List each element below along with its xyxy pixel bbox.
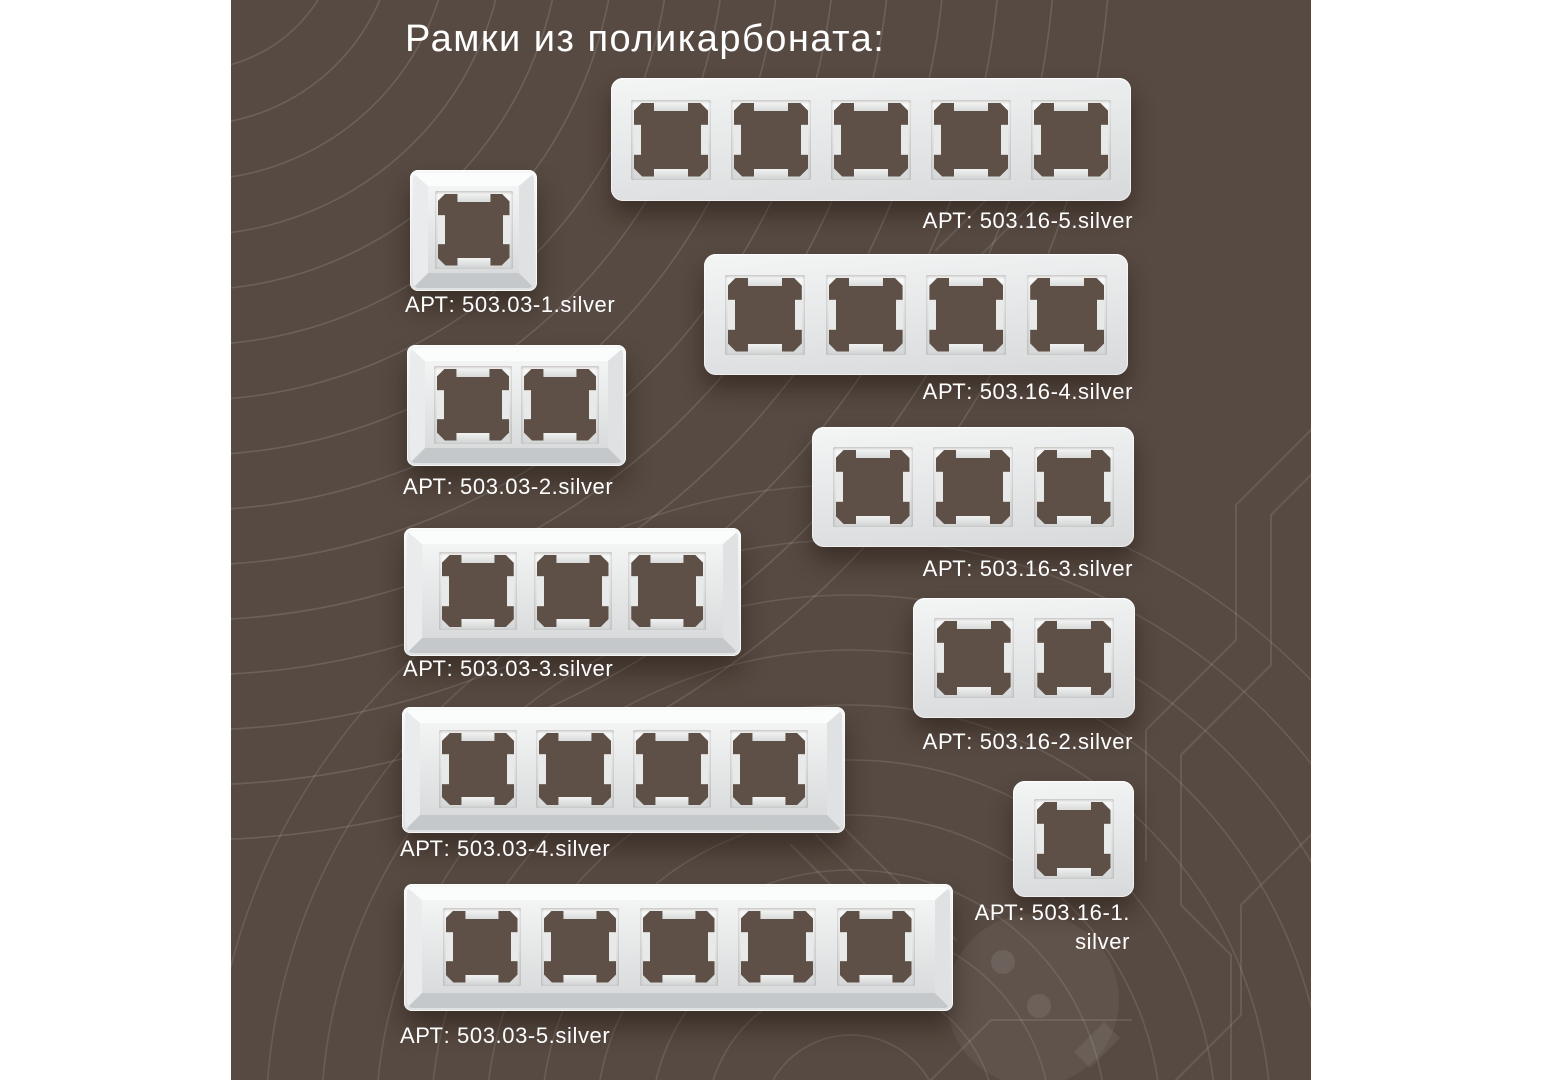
product-label: АРТ: 503.03-2.silver	[403, 474, 614, 499]
window-opening	[1037, 450, 1111, 524]
window-opening	[834, 103, 908, 177]
window-opening	[1037, 621, 1111, 695]
frame-window	[833, 447, 913, 527]
window-opening	[1034, 103, 1108, 177]
frame-503-03-1	[410, 170, 537, 291]
frame-plate	[428, 186, 519, 273]
frame-window	[926, 275, 1006, 355]
frame-503-16-1	[1013, 781, 1134, 897]
product-label: АРТ: 503.16-4.silver	[922, 379, 1133, 404]
frame-window	[443, 908, 521, 986]
window-opening	[442, 733, 514, 805]
frame-plate	[422, 544, 723, 638]
product-label: АРТ: 503.03-3.silver	[403, 656, 614, 681]
window-opening	[937, 621, 1011, 695]
frame-503-16-4	[704, 254, 1128, 375]
frame-503-16-5	[611, 78, 1131, 201]
frame-503-03-3	[404, 528, 741, 656]
frame-window	[738, 908, 816, 986]
product-label	[975, 898, 1130, 956]
frame-503-03-5	[404, 884, 953, 1011]
frame-window	[1034, 799, 1114, 879]
frame-plate	[422, 900, 935, 993]
window-opening	[634, 103, 708, 177]
frame-503-03-4	[402, 707, 845, 833]
frame-503-03-2	[407, 345, 626, 466]
frame-window	[1034, 618, 1114, 698]
product-label-line1: АРТ: 503.16-1.	[974, 900, 1130, 925]
product-label: АРТ: 503.16-3.silver	[922, 556, 1133, 581]
frame-bevel	[407, 887, 950, 1008]
frame-window	[439, 552, 517, 630]
frame-window	[541, 908, 619, 986]
frame-bevel	[407, 531, 738, 653]
frame-window	[826, 275, 906, 355]
frame-window	[934, 618, 1014, 698]
frame-window	[933, 447, 1013, 527]
product-label: АРТ: 503.03-5.silver	[400, 1023, 611, 1048]
frame-bevel	[405, 710, 842, 830]
window-opening	[442, 555, 514, 627]
frame-bevel	[410, 348, 623, 463]
product-label: АРТ: 503.03-1.silver	[405, 292, 616, 317]
frame-window	[1031, 100, 1111, 180]
frame-window	[1034, 447, 1114, 527]
window-opening	[631, 555, 703, 627]
window-opening	[936, 450, 1010, 524]
window-opening	[437, 369, 509, 441]
window-opening	[1037, 802, 1111, 876]
window-opening	[537, 555, 609, 627]
frame-window	[730, 730, 808, 808]
frame-window	[831, 100, 911, 180]
product-label: АРТ: 503.16-2.silver	[922, 729, 1133, 754]
window-opening	[734, 103, 808, 177]
frame-503-16-2	[913, 598, 1135, 718]
window-opening	[728, 278, 802, 352]
page-title: Рамки из поликарбоната:	[405, 18, 886, 60]
window-opening	[446, 911, 518, 983]
window-opening	[929, 278, 1003, 352]
frame-window	[435, 191, 513, 269]
frame-window	[631, 100, 711, 180]
frame-window	[1027, 275, 1107, 355]
frame-window	[521, 366, 599, 444]
frame-window	[628, 552, 706, 630]
frame-window	[837, 908, 915, 986]
window-opening	[840, 911, 912, 983]
catalog-canvas	[231, 0, 1311, 1080]
frame-window	[439, 730, 517, 808]
window-opening	[544, 911, 616, 983]
product-label: АРТ: 503.16-5.silver	[922, 208, 1133, 233]
window-opening	[934, 103, 1008, 177]
frame-window	[534, 552, 612, 630]
frame-503-16-3	[812, 427, 1134, 547]
window-opening	[438, 194, 510, 266]
window-opening	[636, 733, 708, 805]
frame-bevel	[413, 173, 534, 288]
frame-plate	[425, 361, 608, 448]
window-opening	[741, 911, 813, 983]
product-label-line2: silver	[1075, 929, 1130, 954]
window-opening	[836, 450, 910, 524]
window-opening	[829, 278, 903, 352]
window-opening	[733, 733, 805, 805]
window-opening	[643, 911, 715, 983]
frame-plate	[420, 723, 827, 815]
frame-window	[536, 730, 614, 808]
window-opening	[1030, 278, 1104, 352]
frame-window	[640, 908, 718, 986]
frame-window	[931, 100, 1011, 180]
frame-window	[725, 275, 805, 355]
frame-window	[434, 366, 512, 444]
frame-window	[633, 730, 711, 808]
product-label: АРТ: 503.03-4.silver	[400, 836, 611, 861]
window-opening	[524, 369, 596, 441]
frame-window	[731, 100, 811, 180]
window-opening	[539, 733, 611, 805]
